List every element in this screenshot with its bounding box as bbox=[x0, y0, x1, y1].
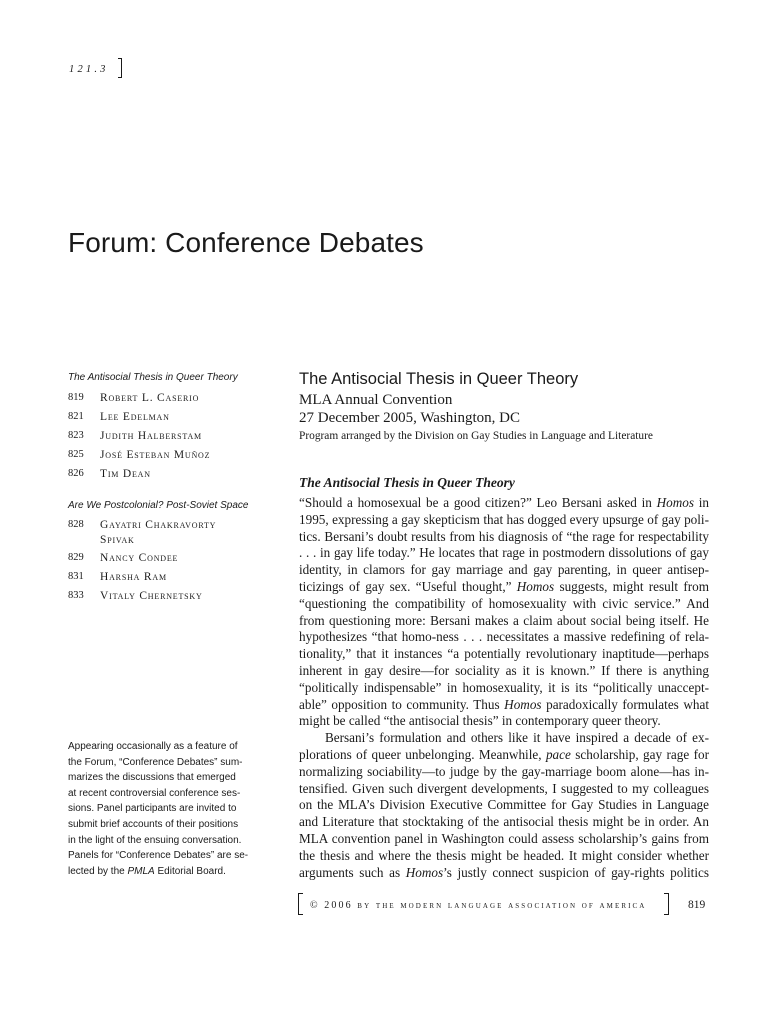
copyright-notice: © 2006 by the modern language association of america bbox=[310, 900, 647, 911]
body-line: from questioning more: Bersani makes a claim about social being itself. He bbox=[299, 612, 709, 628]
body-line: inherent in gay desire—for sociality as it is known.” If there is anything bbox=[299, 662, 709, 678]
issue-number: 121.3 bbox=[69, 64, 109, 75]
toc-page-number: 826 bbox=[68, 468, 84, 479]
note-line: at recent controversial conference ses- bbox=[68, 787, 241, 799]
toc-page-number: 831 bbox=[68, 571, 84, 582]
body-line: plorations of queer unbelonging. Meanwhile, pace scholarship, gay rage for bbox=[299, 746, 709, 762]
body-line: normalizing sociability—to judge by the gay-marriage boom alone—has in- bbox=[299, 763, 709, 779]
body-line: tensified. Given such divergent developments, I suggested to my colleagues bbox=[299, 780, 709, 796]
body-line: “Should a homosexual be a good citizen?” Leo Bersani asked in Homos in bbox=[299, 495, 710, 510]
toc-entry[interactable] bbox=[68, 518, 258, 548]
body-line: tionality,” that it instances “a potentially revolutionary inaptitude—perhaps bbox=[299, 646, 709, 662]
toc-author-name: Tim Dean bbox=[100, 468, 151, 480]
page-title: Forum: Conference Debates bbox=[68, 227, 424, 258]
toc-author-name: Robert L. Caserio bbox=[100, 392, 200, 404]
body-line: “questioning the compatibility of homosexuality with civic service.” And bbox=[299, 595, 709, 611]
program-credit: Program arranged by the Division on Gay Studies in Language and Literature bbox=[299, 430, 653, 442]
toc-page-number: 821 bbox=[68, 411, 84, 422]
note-line: marizes the discussions that emerged bbox=[68, 772, 236, 784]
body-line: . . . in gay life today.” He locates that rage in postmodern dissolutions of gay bbox=[299, 545, 709, 561]
footer-bracket-left bbox=[298, 893, 303, 915]
convention-date: 27 December 2005, Washington, DC bbox=[299, 410, 520, 426]
note-line: lected by the PMLA Editorial Board. bbox=[68, 865, 226, 877]
toc-section-heading-antisocial: The Antisocial Thesis in Queer Theory bbox=[68, 372, 238, 383]
toc-page-number: 828 bbox=[68, 519, 84, 530]
note-line: sions. Panel participants are invited to bbox=[68, 803, 237, 815]
body-line: tics. Bersani’s doubt results from his diagnosis of “the rage for respectability bbox=[299, 528, 709, 544]
toc-page-number: 823 bbox=[68, 430, 84, 441]
body-line: hypothesizes “that homo-ness . . . necessitates a massive redefining of rela- bbox=[299, 629, 709, 645]
body-line: “politically indispensable” in homosexuality, it is its “politically unaccept- bbox=[299, 679, 709, 695]
article-body bbox=[299, 495, 709, 881]
body-line: MLA convention panel in Washington could assess scholarship’s gains from bbox=[299, 830, 709, 846]
toc-author-name: Harsha Ram bbox=[100, 571, 167, 583]
note-line: Panels for “Conference Debates” are se- bbox=[68, 850, 249, 862]
body-line: 1995, expressing a gay skepticism that has dogged every upsurge of gay poli- bbox=[299, 511, 709, 527]
toc-author-name: Gayatri Chakravorty bbox=[100, 519, 217, 531]
body-line: ticizings of gay sex. “Useful thought,” Homos suggests, might result from bbox=[299, 578, 710, 594]
page-number: 819 bbox=[688, 899, 706, 911]
note-line: in the light of the ensuing conversation. bbox=[68, 834, 242, 846]
body-line: able” opposition to community. Thus Homos paradoxically formulates what bbox=[299, 696, 709, 712]
note-line: the Forum, “Conference Debates” sum- bbox=[68, 756, 243, 768]
forum-note bbox=[68, 739, 252, 879]
body-line: might be called “the antisocial thesis” in contemporary queer theory. bbox=[299, 713, 661, 729]
toc-section-heading-postcolonial: Are We Postcolonial? Post-Soviet Space bbox=[68, 500, 249, 511]
toc-page-number: 833 bbox=[68, 590, 84, 601]
toc-page-number: 825 bbox=[68, 449, 84, 460]
issue-bracket-decoration bbox=[118, 58, 122, 78]
article-title: The Antisocial Thesis in Queer Theory bbox=[299, 370, 579, 388]
toc-author-name: Nancy Condee bbox=[100, 552, 179, 564]
note-line: submit brief accounts of their positions bbox=[68, 818, 239, 830]
body-line: the thesis and where the thesis might be headed. It might consider whether bbox=[299, 847, 709, 863]
toc-page-number: 819 bbox=[68, 392, 84, 403]
body-line: and Literature that stocktaking of the antisocial thesis might be in order. An bbox=[299, 814, 709, 830]
body-line: Bersani’s formulation and others like it have inspired a decade of ex- bbox=[325, 730, 709, 746]
toc-page-number: 829 bbox=[68, 552, 84, 563]
section-heading: The Antisocial Thesis in Queer Theory bbox=[299, 475, 515, 490]
toc-author-name-continued: Spivak bbox=[100, 534, 135, 546]
note-line: Appearing occasionally as a feature of bbox=[68, 741, 238, 752]
toc-author-name: Lee Edelman bbox=[100, 411, 170, 423]
toc-author-name: Judith Halberstam bbox=[100, 430, 202, 442]
toc-author-name: José Esteban Muñoz bbox=[100, 449, 211, 461]
toc-author-name: Vitaly Chernetsky bbox=[100, 590, 203, 602]
body-line: identity, in clamors for gay marriage and gay parenting, in queer antisep- bbox=[299, 562, 709, 578]
body-line: arguments such as Homos’s justly connect suspicion of gay-rights politics bbox=[299, 864, 709, 880]
footer-bracket-right bbox=[664, 893, 669, 915]
body-line: on the MLA’s Division Executive Committee for Gay Studies in Language bbox=[299, 797, 709, 813]
convention-name: MLA Annual Convention bbox=[299, 392, 453, 408]
